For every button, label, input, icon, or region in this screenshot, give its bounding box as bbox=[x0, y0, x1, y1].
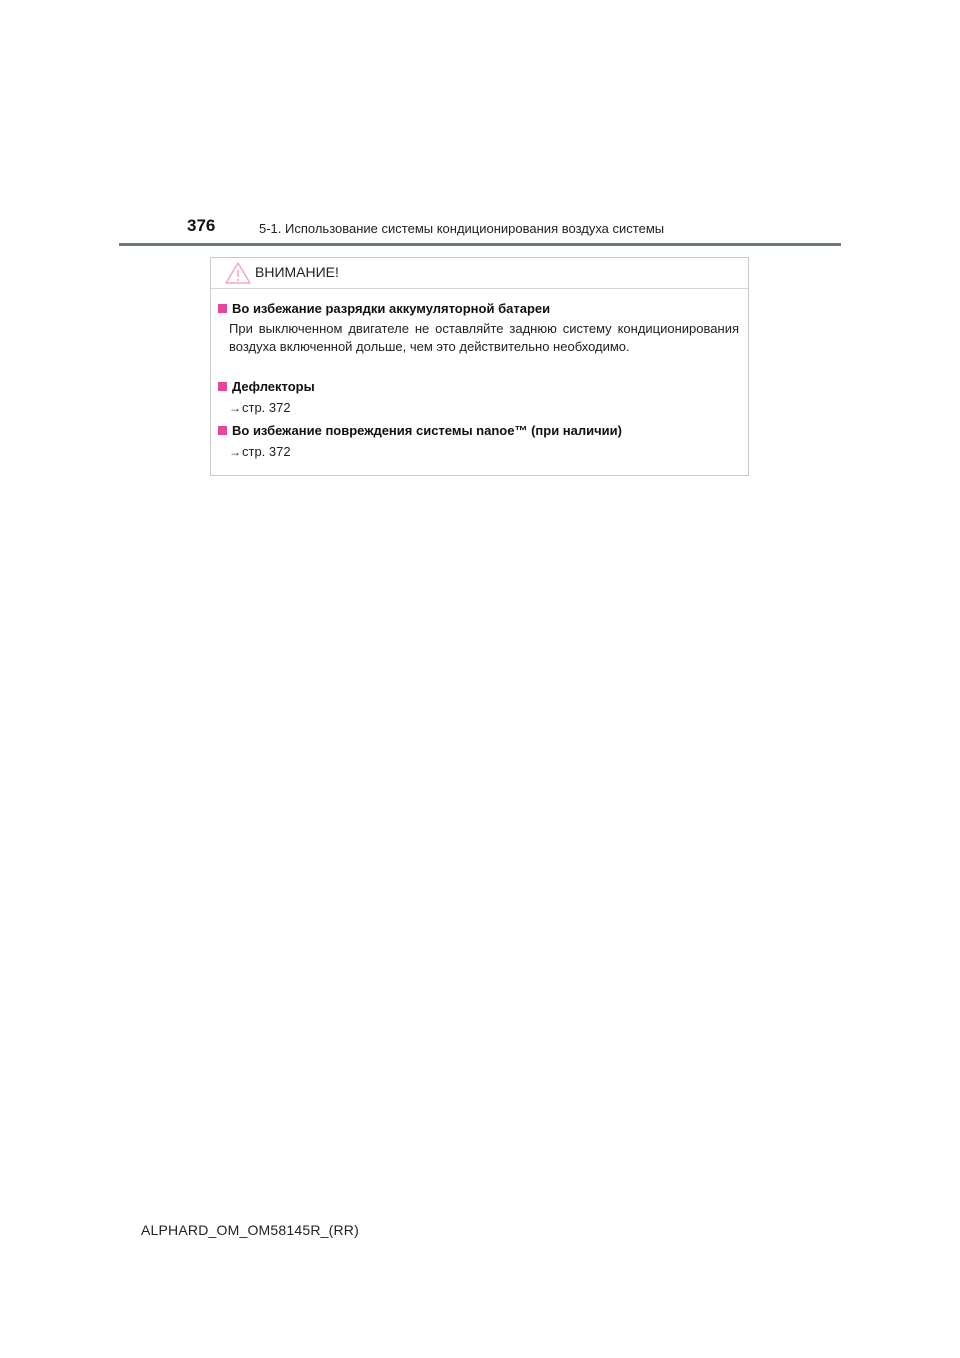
caution-box bbox=[210, 257, 749, 476]
page-reference bbox=[229, 400, 291, 415]
caution-title: ВНИМАНИЕ! bbox=[255, 264, 339, 280]
page-reference-text: стр. 372 bbox=[242, 400, 291, 415]
page-reference-text: стр. 372 bbox=[242, 444, 291, 459]
heading-text: Дефлекторы bbox=[232, 379, 315, 394]
heading-text: Во избежание повреждения системы nanoe™ (при наличии) bbox=[232, 423, 622, 438]
page-number: 376 bbox=[187, 216, 216, 235]
arrow-right-icon: → bbox=[229, 401, 241, 415]
page-reference bbox=[229, 444, 291, 459]
header-rule bbox=[119, 243, 841, 246]
caution-item-body: При выключенном двигателе не оставляйте заднюю систему кондиционирования воздуха включенной дольше, чем это действительно необходимо. bbox=[229, 321, 739, 354]
caution-item-heading bbox=[218, 379, 315, 394]
document-code: ALPHARD_OM_OM58145R_(RR) bbox=[141, 1222, 359, 1238]
caution-header bbox=[211, 258, 748, 289]
square-bullet-icon bbox=[218, 382, 227, 391]
caution-item-heading bbox=[218, 423, 622, 438]
heading-text: Во избежание разрядки аккумуляторной батареи bbox=[232, 301, 551, 316]
arrow-right-icon: → bbox=[229, 445, 241, 459]
square-bullet-icon bbox=[218, 426, 227, 435]
square-bullet-icon bbox=[218, 304, 227, 313]
warning-triangle-icon bbox=[224, 261, 252, 285]
section-title: 5-1. Использование системы кондиционирования воздуха системы bbox=[259, 221, 665, 236]
caution-item-heading bbox=[218, 301, 550, 316]
